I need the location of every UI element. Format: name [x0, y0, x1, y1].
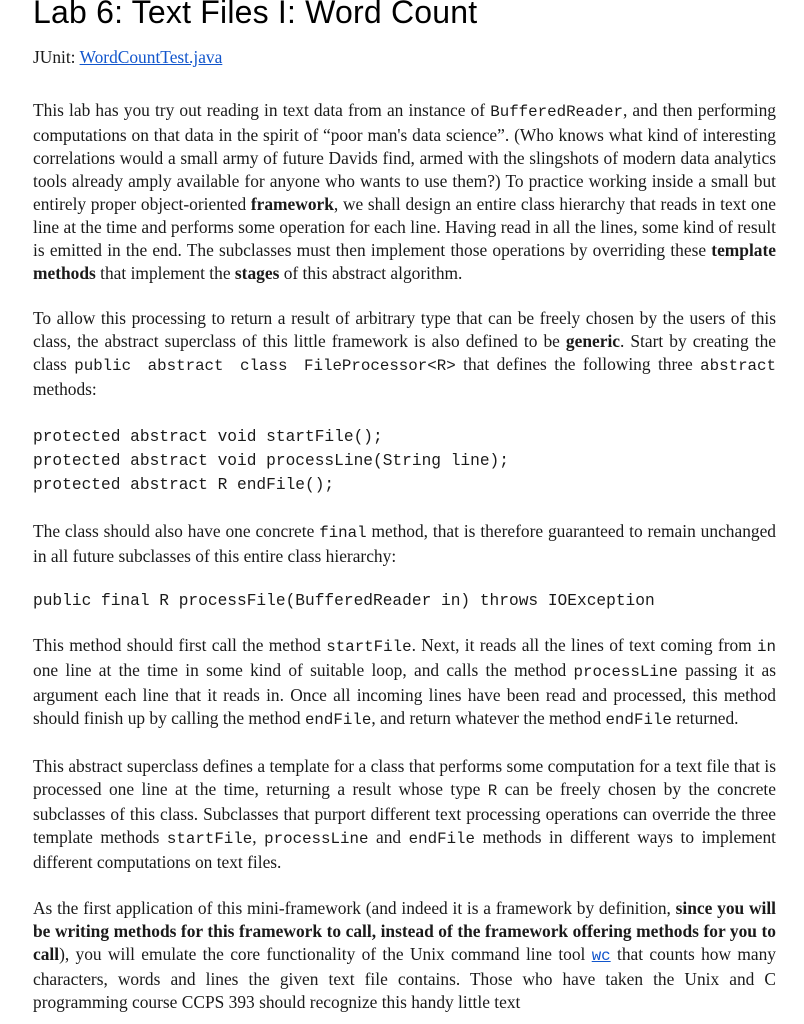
- page-title: Lab 6: Text Files I: Word Count: [33, 0, 478, 30]
- code-line: protected abstract void processLine(String line);: [33, 452, 509, 470]
- inline-code: endFile: [408, 830, 476, 848]
- document-page: [33, 0, 776, 1014]
- inline-code: public abstract class FileProcessor<R>: [74, 357, 456, 375]
- code-line: protected abstract void startFile();: [33, 428, 383, 446]
- process-file-description-paragraph: This method should first call the method startFile. Next, it reads all the lines of text coming from in one line at the time in some kind of suitable loop, and calls the method processLine passing it as argument each line that it reads in. Once all incoming lines have been read and processed, this method should finish up by calling the method endFile, and return whatever the method endFile returned.: [33, 635, 776, 729]
- intro-paragraph: This lab has you try out reading in text data from an instance of BufferedReader, and then performing computations on that data in the spirit of “poor man's data science”. (Who knows what kind of interesting correlations would a small army of future Davids find, armed with the slingshots of modern data analytics tools already amply available for anyone who wants to use them?) To practice working inside a small but entirely proper object-oriented framework, we shall design an entire class hierarchy that reads in text one line at the time and performs some operation for each line. Having read in all the lines, some kind of result is emitted in the end. The subclasses must then implement those operations by overriding these template methods that implement the stages of this abstract algorithm.: [33, 100, 776, 283]
- junit-label: JUnit:: [33, 47, 80, 67]
- inline-code: abstract: [700, 357, 776, 375]
- code-line: protected abstract R endFile();: [33, 476, 335, 494]
- template-paragraph: This abstract superclass defines a template for a class that performs some computation for a text file that is processed one line at the time, returning a result whose type R can be freely chosen by the concrete subclasses of this class. Subclasses that purport different text processing operations can override the three template methods startFile, processLine and endFile methods in different ways to implement different computations on text files.: [33, 756, 776, 872]
- word-count-paragraph: As the first application of this mini-framework (and indeed it is a framework by definition, since you will be writing methods for this framework to call, instead of the framework offering methods for you to call), you will emulate the core functionality of the Unix command line tool wc that counts how many characters, words and lines the given text file contains. Those who have taken the Unix and C programming course CCPS 393 should recognize this handy little text: [33, 898, 776, 1012]
- bold-term: stages: [234, 263, 280, 283]
- final-method-paragraph: The class should also have one concrete final method, that is therefore guaranteed to remain unchanged in all future subclasses of this entire class hierarchy:: [33, 521, 777, 566]
- abstract-methods-code-block: [33, 425, 776, 497]
- inline-code: processLine: [264, 830, 369, 848]
- inline-code: in: [757, 638, 776, 656]
- wc-link[interactable]: wc: [591, 947, 611, 965]
- inline-code: final: [319, 524, 367, 542]
- inline-code: startFile: [326, 638, 412, 656]
- generic-paragraph: To allow this processing to return a result of arbitrary type that can be freely chosen by the users of this class, the abstract superclass of this little framework is also defined to be generic. Start by creating the class public abstract class FileProcessor<R> that defines the following three abstract methods:: [33, 308, 776, 399]
- bold-term: since you will be writing methods for this framework to call, instead of the framework offering methods for you to call: [33, 898, 776, 964]
- inline-code: R: [487, 782, 498, 800]
- inline-code: processLine: [573, 663, 678, 681]
- bold-term: template methods: [33, 240, 776, 283]
- inline-code: BufferedReader: [490, 103, 623, 121]
- inline-code: startFile: [166, 830, 253, 848]
- junit-line: [33, 46, 776, 69]
- inline-code: endFile: [605, 711, 672, 729]
- inline-code: endFile: [304, 711, 372, 729]
- bold-term: framework: [250, 194, 334, 214]
- junit-test-link[interactable]: WordCountTest.java: [79, 47, 223, 67]
- process-file-signature-code: public final R processFile(BufferedReader in) throws IOException: [33, 592, 655, 610]
- bold-term: generic: [565, 331, 620, 351]
